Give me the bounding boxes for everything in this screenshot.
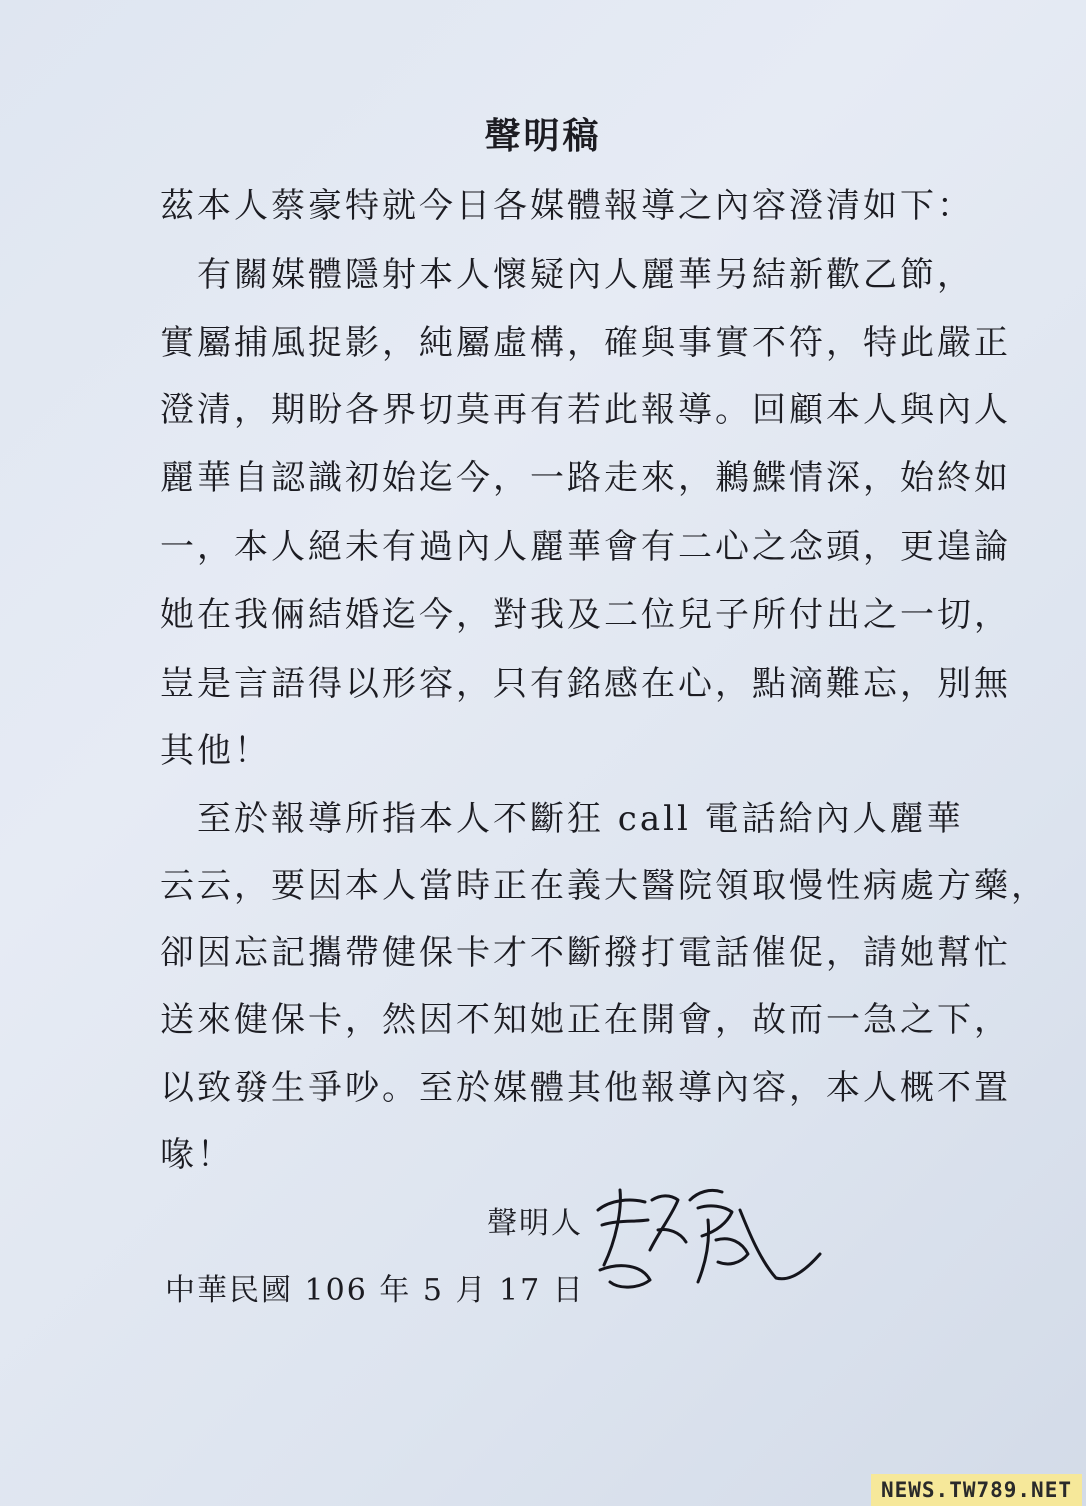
body-line: 送來健保卡，然因不知她正在開會，故而一急之下，: [160, 1000, 1011, 1040]
signer-label: 聲明人: [487, 1206, 583, 1241]
body-line: 有關媒體隱射本人懷疑內人麗華另結新歡乙節，: [160, 255, 974, 295]
body-line: 云云，要因本人當時正在義大醫院領取慢性病處方藥，: [160, 866, 1048, 906]
body-line: 一，本人絕未有過內人麗華會有二心之念頭，更遑論: [160, 527, 1011, 567]
statement-date: 中華民國 106 年 5 月 17 日: [165, 1273, 585, 1308]
body-line: 澄清，期盼各界切莫再有若此報導。回顧本人與內人: [160, 390, 1011, 430]
intro-line: 茲本人蔡豪特就今日各媒體報導之內容澄清如下：: [160, 186, 974, 226]
body-line: 她在我倆結婚迄今，對我及二位兒子所付出之一切，: [160, 595, 1011, 635]
body-line: 實屬捕風捉影，純屬虛構，確與事實不符，特此嚴正: [160, 323, 1011, 363]
body-line: 至於報導所指本人不斷狂 call 電話給內人麗華: [160, 799, 964, 839]
handwritten-signature: [590, 1170, 830, 1300]
watermark: NEWS.TW789.NET: [871, 1474, 1082, 1506]
page-title: 聲明稿: [484, 115, 602, 157]
body-line: 麗華自認識初始迄今，一路走來，鶼鰈情深，始終如: [160, 458, 1011, 498]
body-line: 喙！: [160, 1135, 234, 1175]
body-line: 其他！: [160, 731, 271, 771]
body-line: 豈是言語得以形容，只有銘感在心，點滴難忘，別無: [160, 664, 1011, 704]
body-line: 以致發生爭吵。至於媒體其他報導內容，本人概不置: [160, 1068, 1011, 1108]
body-line: 卻因忘記攜帶健保卡才不斷撥打電話催促，請她幫忙: [160, 933, 1011, 973]
